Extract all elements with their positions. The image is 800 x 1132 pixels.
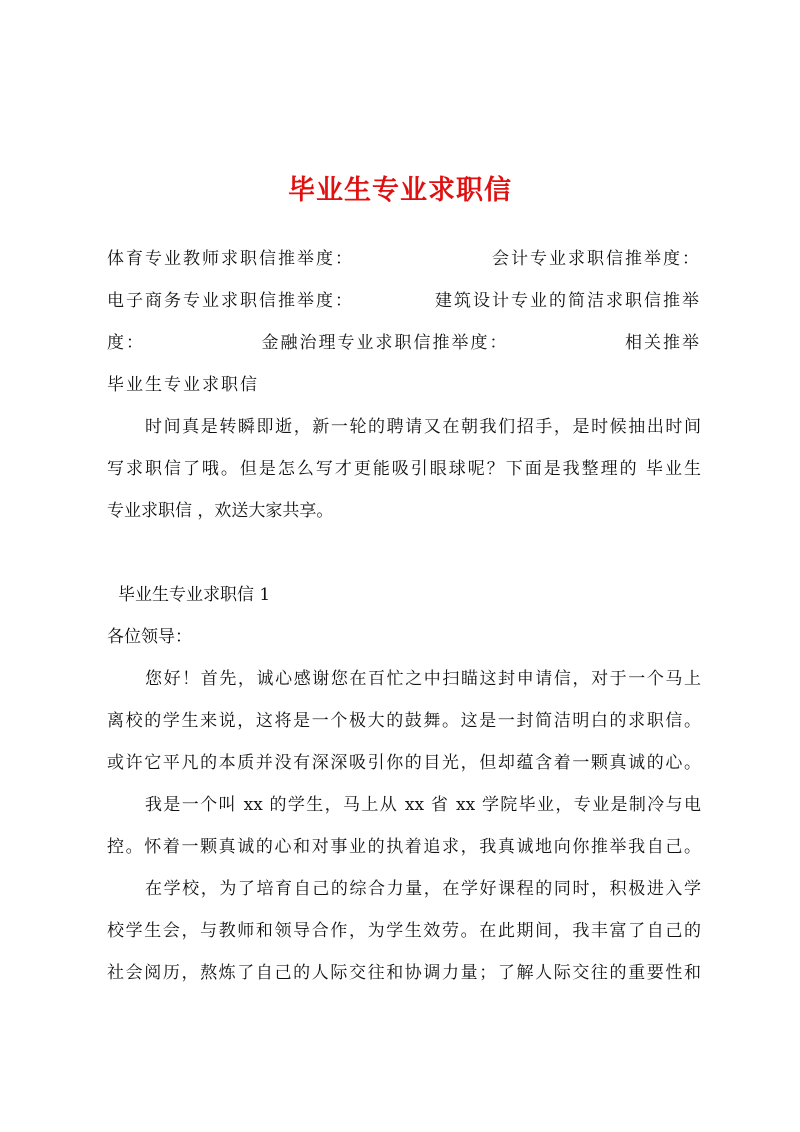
letter-heading: 毕业生专业求职信 1 xyxy=(118,585,271,605)
recommend-row-4: 毕业生专业求职信 xyxy=(107,375,259,395)
recommend-link-accounting[interactable]: 会计专业求职信推举度： xyxy=(492,249,701,269)
recommend-row-1 xyxy=(107,247,701,271)
paragraph-3-line-1: 在学校，为了培育自己的综合力量，在学好课程的同时，积极进入学 xyxy=(145,879,701,899)
recommend-row-3-fragment: 度： xyxy=(107,333,145,353)
related-recommend-label: 相关推举 xyxy=(625,333,701,353)
letter-salutation: 各位领导： xyxy=(107,627,192,647)
recommend-link-architecture[interactable]: 建筑设计专业的简洁求职信推举 xyxy=(435,291,701,311)
intro-line-2: 写求职信了哦。但是怎么写才更能吸引眼球呢？下面是我整理的 毕业生 xyxy=(107,459,701,479)
recommend-link-ecommerce[interactable]: 电子商务专业求职信推举度： xyxy=(107,291,354,311)
recommend-row-3 xyxy=(107,331,701,355)
intro-line-3: 专业求职信 ，欢送大家共享。 xyxy=(107,501,334,521)
paragraph-1-line-3: 或许它平凡的本质并没有深深吸引你的目光，但却蕴含着一颗真诚的心。 xyxy=(107,753,701,773)
recommend-row-2 xyxy=(107,289,701,313)
paragraph-2-line-2: 控。怀着一颗真诚的心和对事业的执着追求，我真诚地向你推举我自己。 xyxy=(107,837,701,857)
document-title: 毕业生专业求职信 xyxy=(288,175,512,206)
paragraph-2-line-1: 我是一个叫 xx 的学生，马上从 xx 省 xx 学院毕业，专业是制冷与电 xyxy=(145,795,701,815)
intro-line-1: 时间真是转瞬即逝，新一轮的聘请又在朝我们招手，是时候抽出时间 xyxy=(145,417,701,437)
paragraph-1-line-1: 您好！首先，诚心感谢您在百忙之中扫瞄这封申请信，对于一个马上 xyxy=(145,669,701,689)
recommend-link-pe-teacher[interactable]: 体育专业教师求职信推举度： xyxy=(107,249,354,269)
recommend-link-finance[interactable]: 金融治理专业求职信推举度： xyxy=(261,333,509,353)
paragraph-3-line-2: 校学生会，与教师和领导合作，为学生效劳。在此期间，我丰富了自己的 xyxy=(107,921,701,941)
paragraph-3-line-3: 社会阅历，熬炼了自己的人际交往和协调力量；了解人际交往的重要性和 xyxy=(107,963,701,983)
paragraph-1-line-2: 离校的学生来说，这将是一个极大的鼓舞。这是一封简洁明白的求职信。 xyxy=(107,711,701,731)
